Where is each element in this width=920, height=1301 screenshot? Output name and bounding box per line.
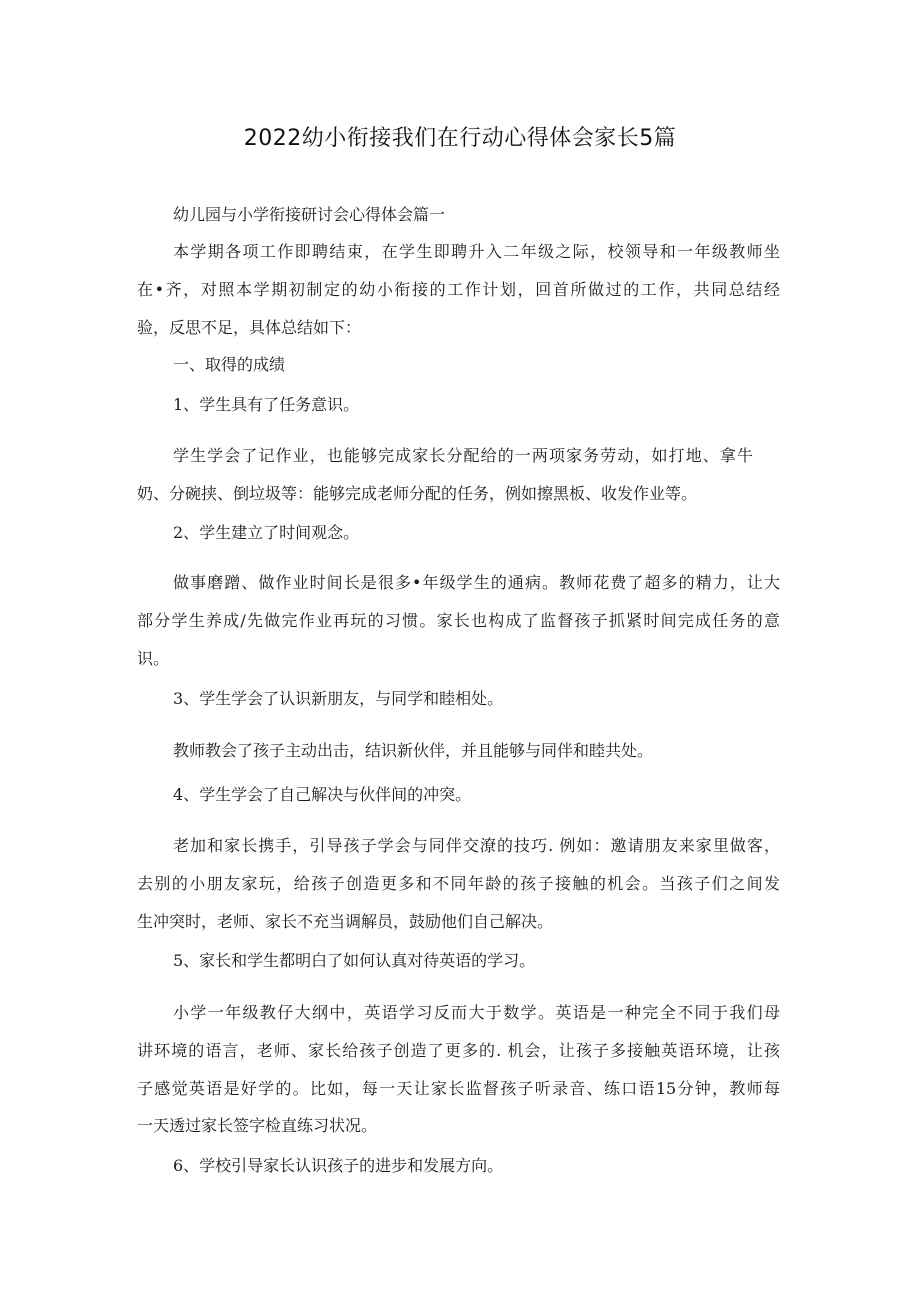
item-heading: 4、学生学会了自己解决与伙伴间的冲突。: [173, 785, 472, 804]
subtitle: 幼儿园与小学衔接研讨会心得体会篇一: [173, 205, 446, 224]
paragraph-line: 做事磨蹭、做作业时间长是很多•年级学生的通病。教师花费了超多的精力，让大: [173, 573, 780, 592]
paragraph-line: 讲环境的语言，老师、家长给孩子创造了更多的. 机会，让孩子多接触英语环境，让孩: [137, 1041, 780, 1060]
paragraph-line: 老加和家长携手，引导孩子学会与同伴交潦的技巧. 例如：邀请朋友来家里做客，: [173, 836, 780, 855]
document-title: 2022幼小衔接我们在行动心得体会家长5篇: [243, 126, 677, 151]
paragraph-line: 教师教会了孩子主动出击，结识新伙伴，并且能够与同伴和睦共处。: [173, 741, 654, 760]
section-heading: 一、取得的成绩: [173, 355, 286, 374]
paragraph-line: 本学期各项工作即聘结束，在学生即聘升入二年级之际，校领导和一年级教师坐: [173, 242, 780, 261]
paragraph-line: 奶、分碗挟、倒垃圾等：能够完成老师分配的任务，例如擦黑板、收发作业等。: [137, 484, 698, 503]
paragraph-line: 识。: [137, 649, 170, 668]
item-heading: 3、学生学会了认识新朋友，与同学和睦相处。: [173, 689, 504, 708]
paragraph-line: 生冲突时，老师、家长不充当调解员，鼓励他们自己解决。: [137, 912, 554, 931]
item-heading: 1、学生具有了任务意识。: [173, 395, 360, 414]
paragraph-line: 在•齐，对照本学期初制定的幼小衔接的工作计划，回首所做过的工作，共同总结经: [137, 280, 780, 299]
paragraph-line: 一天透过家长签字检直练习状况。: [137, 1116, 378, 1135]
item-heading: 6、学校引导家长认识孩子的进步和发展方向。: [173, 1156, 504, 1175]
paragraph-line: 部分学生养成/先做完作业再玩的习惯。家长也构成了监督孩子抓紧时间完成任务的意: [137, 611, 780, 630]
paragraph-line: 子感觉英语是好学的。比如，每一天让家长监督孩子听录音、练口语15分钟，教师每: [137, 1079, 780, 1098]
paragraph-line: 去别的小朋友家玩，给孩子创造更多和不同年龄的孩子接触的机会。当孩子们之间发: [137, 874, 780, 893]
item-heading: 5、家长和学生都明白了如何认真对待英语的学习。: [173, 951, 536, 970]
paragraph-line: 小学一年级教仔大纲中，英语学习反而大于数学。英语是一种完全不同于我们母: [173, 1003, 780, 1022]
paragraph-line: 学生学会了记作业，也能够完成家长分配给的一两项家务劳动，如打地、拿牛: [173, 446, 753, 465]
item-heading: 2、学生建立了时间观念。: [173, 523, 360, 542]
paragraph-line: 验，反思不足，具体总结如下：: [137, 318, 362, 337]
